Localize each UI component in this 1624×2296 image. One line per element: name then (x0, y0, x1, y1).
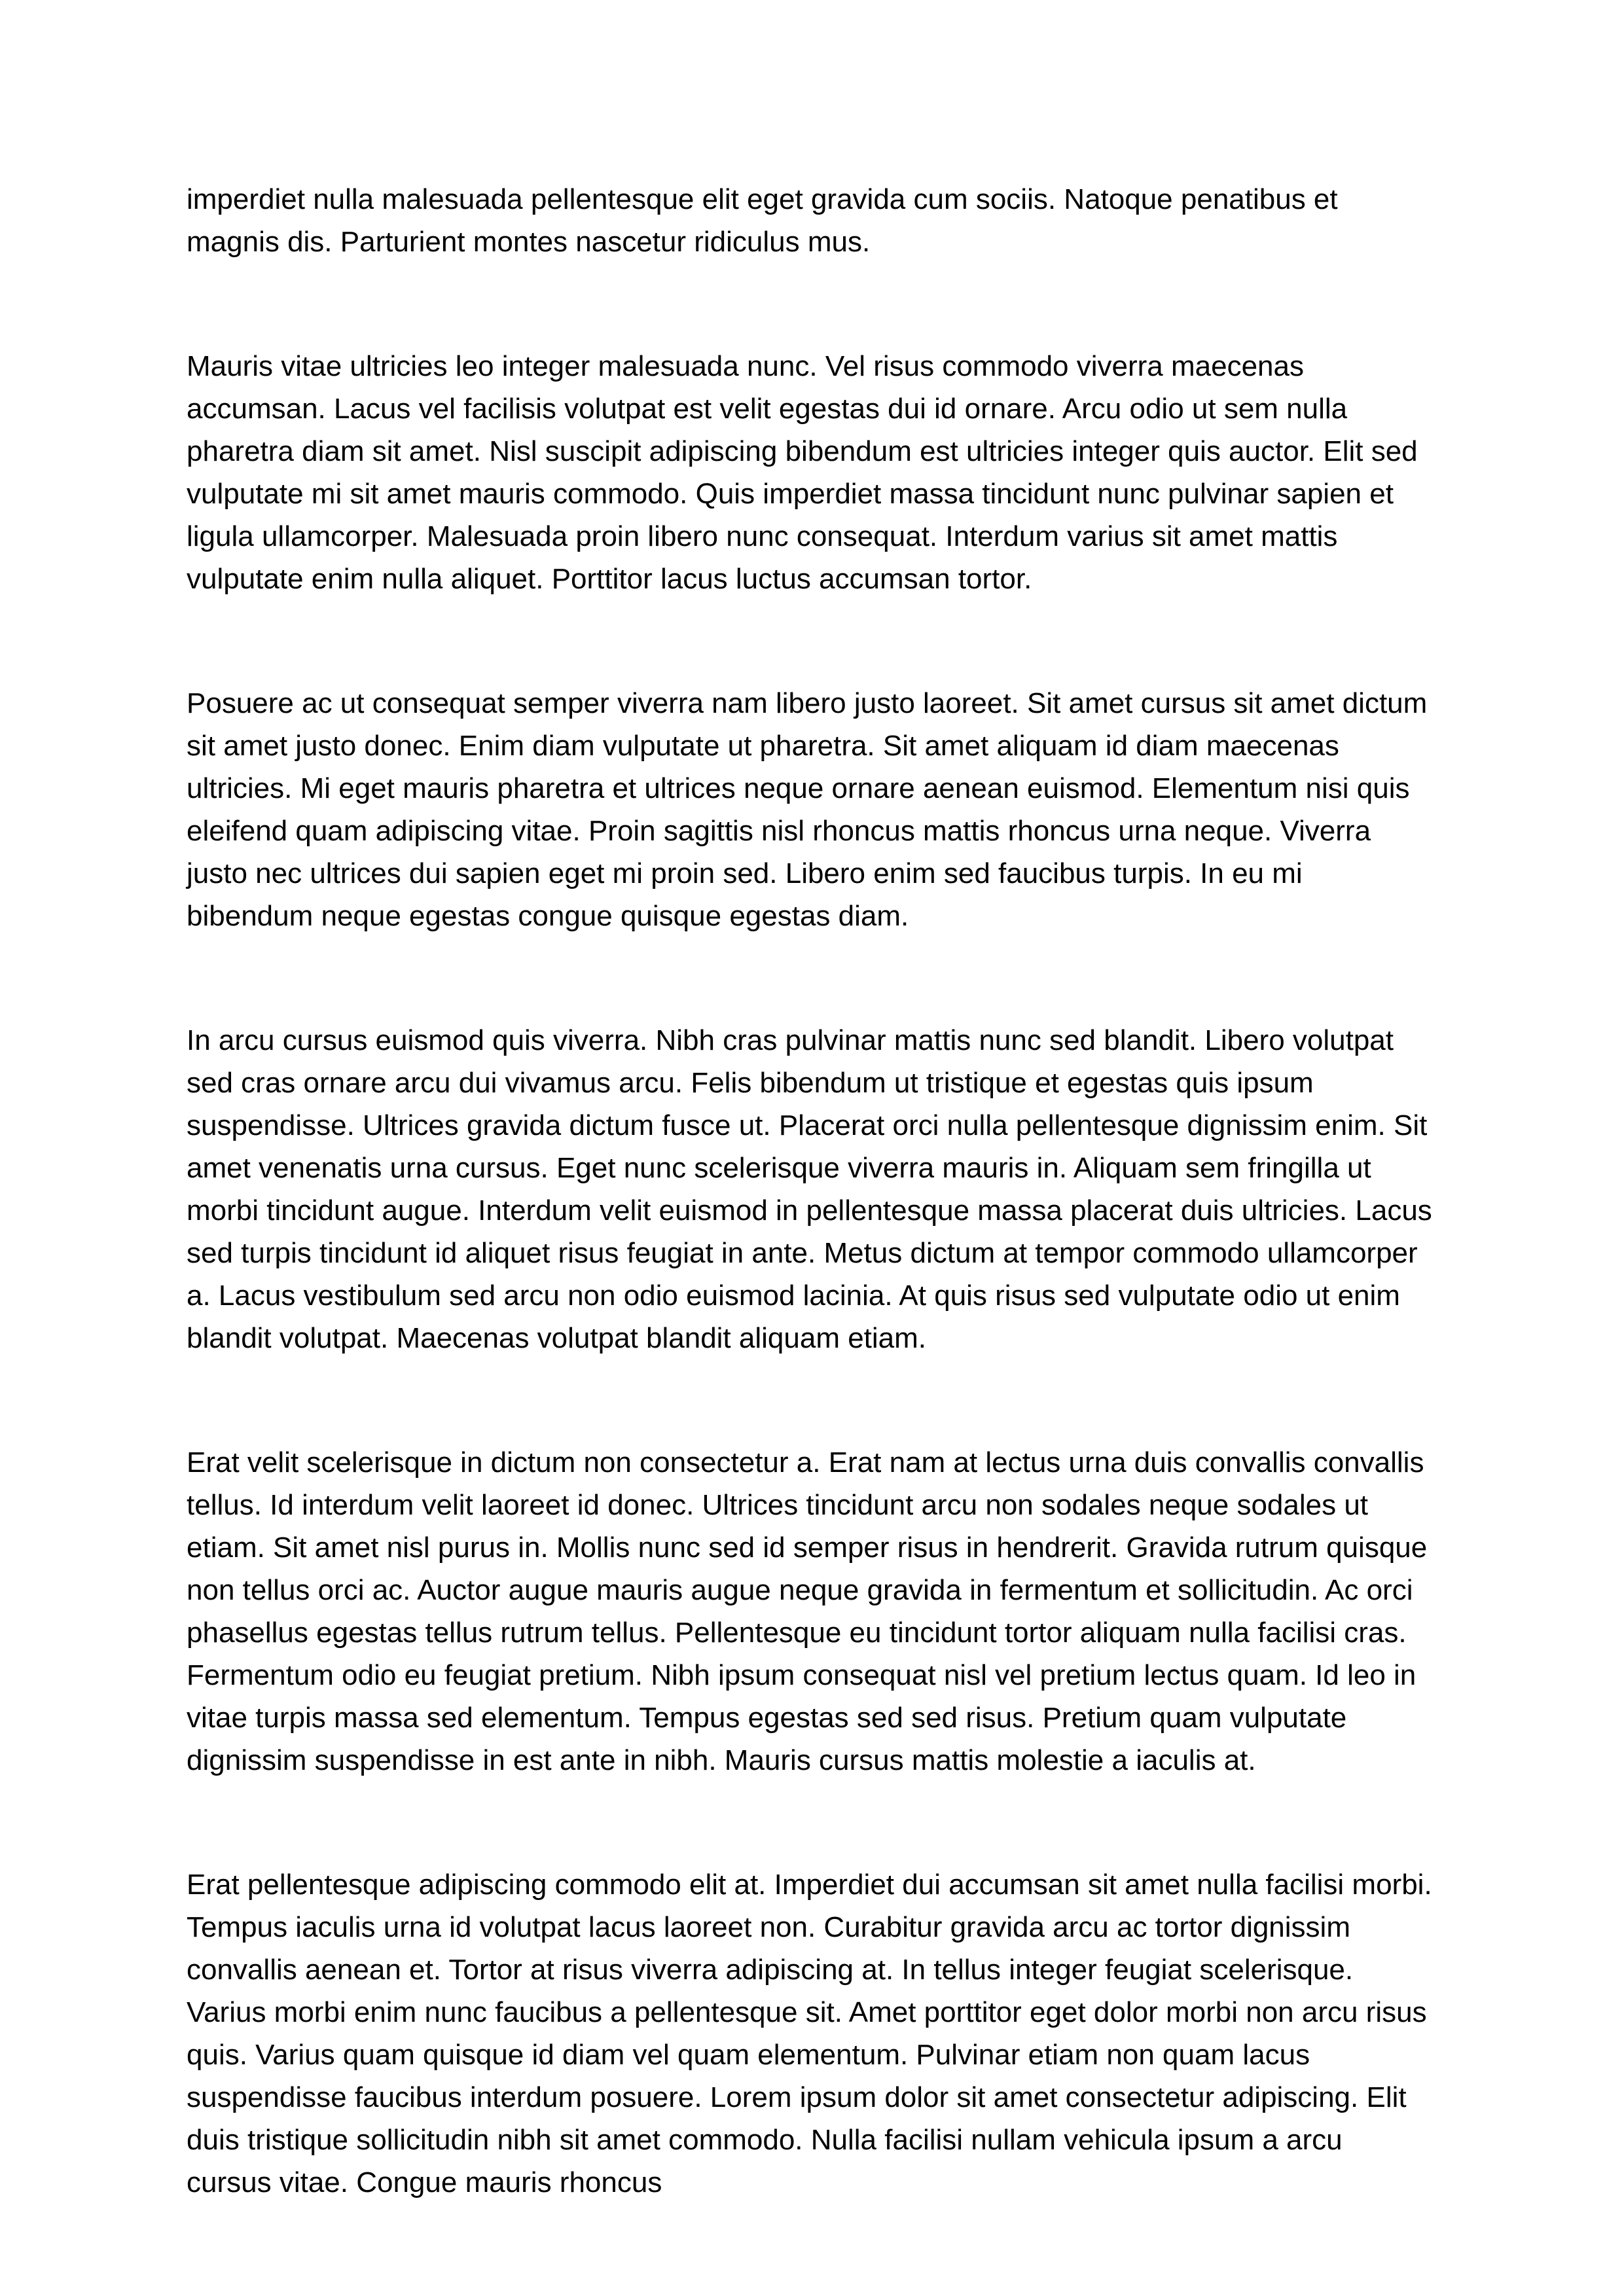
paragraph-4: In arcu cursus euismod quis viverra. Nibh cras pulvinar mattis nunc sed blandit. Libero volutpat sed cras ornare arcu dui vivamus arcu. Felis bibendum ut tristique et egestas quis ipsum suspendisse. Ultrices gravida dictum fusce ut. Placerat orci nulla pellentesque dignissim enim. Sit amet venenatis urna cursus. Eget nunc scelerisque viverra mauris in. Aliquam sem fringilla ut morbi tincidunt augue. Interdum velit euismod in pellentesque massa placerat duis ultricies. Lacus sed turpis tincidunt id aliquet risus feugiat in ante. Metus dictum at tempor commodo ullamcorper a. Lacus vestibulum sed arcu non odio euismod lacinia. At quis risus sed vulputate odio ut enim blandit volutpat. Maecenas volutpat blandit aliquam etiam. (187, 1024, 1432, 1354)
paragraph-3: Posuere ac ut consequat semper viverra nam libero justo laoreet. Sit amet cursus sit amet dictum sit amet justo donec. Enim diam vulputate ut pharetra. Sit amet aliquam id diam maecenas ultricies. Mi eget mauris pharetra et ultrices neque ornare aenean euismod. Elementum nisi quis eleifend quam adipiscing vitae. Proin sagittis nisl rhoncus mattis rhoncus urna neque. Viverra justo nec ultrices dui sapien eget mi proin sed. Libero enim sed faucibus turpis. In eu mi bibendum neque egestas congue quisque egestas diam. (187, 687, 1428, 932)
paragraph-2: Mauris vitae ultricies leo integer malesuada nunc. Vel risus commodo viverra maecenas accumsan. Lacus vel facilisis volutpat est velit egestas dui id ornare. Arcu odio ut sem nulla pharetra diam sit amet. Nisl suscipit adipiscing bibendum est ultricies integer quis auctor. Elit sed vulputate mi sit amet mauris commodo. Quis imperdiet massa tincidunt nunc pulvinar sapien et ligula ullamcorper. Malesuada proin libero nunc consequat. Interdum varius sit amet mattis vulputate enim nulla aliquet. Porttitor lacus luctus accumsan tortor. (187, 350, 1418, 595)
paragraph-1: imperdiet nulla malesuada pellentesque elit eget gravida cum sociis. Natoque penatibus et magnis dis. Parturient montes nascetur ridiculus mus. (187, 183, 1338, 258)
paragraph-5: Erat velit scelerisque in dictum non consectetur a. Erat nam at lectus urna duis convallis convallis tellus. Id interdum velit laoreet id donec. Ultrices tincidunt arcu non sodales neque sodales ut etiam. Sit amet nisl purus in. Mollis nunc sed id semper risus in hendrerit. Gravida rutrum quisque non tellus orci ac. Auctor augue mauris augue neque gravida in fermentum et sollicitudin. Ac orci phasellus egestas tellus rutrum tellus. Pellentesque eu tincidunt tortor aliquam nulla facilisi cras. Fermentum odio eu feugiat pretium. Nibh ipsum consequat nisl vel pretium lectus quam. Id leo in vitae turpis massa sed elementum. Tempus egestas sed sed risus. Pretium quam vulputate dignissim suspendisse in est ante in nibh. Mauris cursus mattis molestie a iaculis at. (187, 1446, 1428, 1776)
paragraph-6: Erat pellentesque adipiscing commodo elit at. Imperdiet dui accumsan sit amet nulla facilisi morbi. Tempus iaculis urna id volutpat lacus laoreet non. Curabitur gravida arcu ac tortor dignissim convallis aenean et. Tortor at risus viverra adipiscing at. In tellus integer feugiat scelerisque. Varius morbi enim nunc faucibus a pellentesque sit. Amet porttitor eget dolor morbi non arcu risus quis. Varius quam quisque id diam vel quam elementum. Pulvinar etiam non quam lacus suspendisse faucibus interdum posuere. Lorem ipsum dolor sit amet consectetur adipiscing. Elit duis tristique sollicitudin nibh sit amet commodo. Nulla facilisi nullam vehicula ipsum a arcu cursus vitae. Congue mauris rhoncus (187, 1869, 1432, 2198)
